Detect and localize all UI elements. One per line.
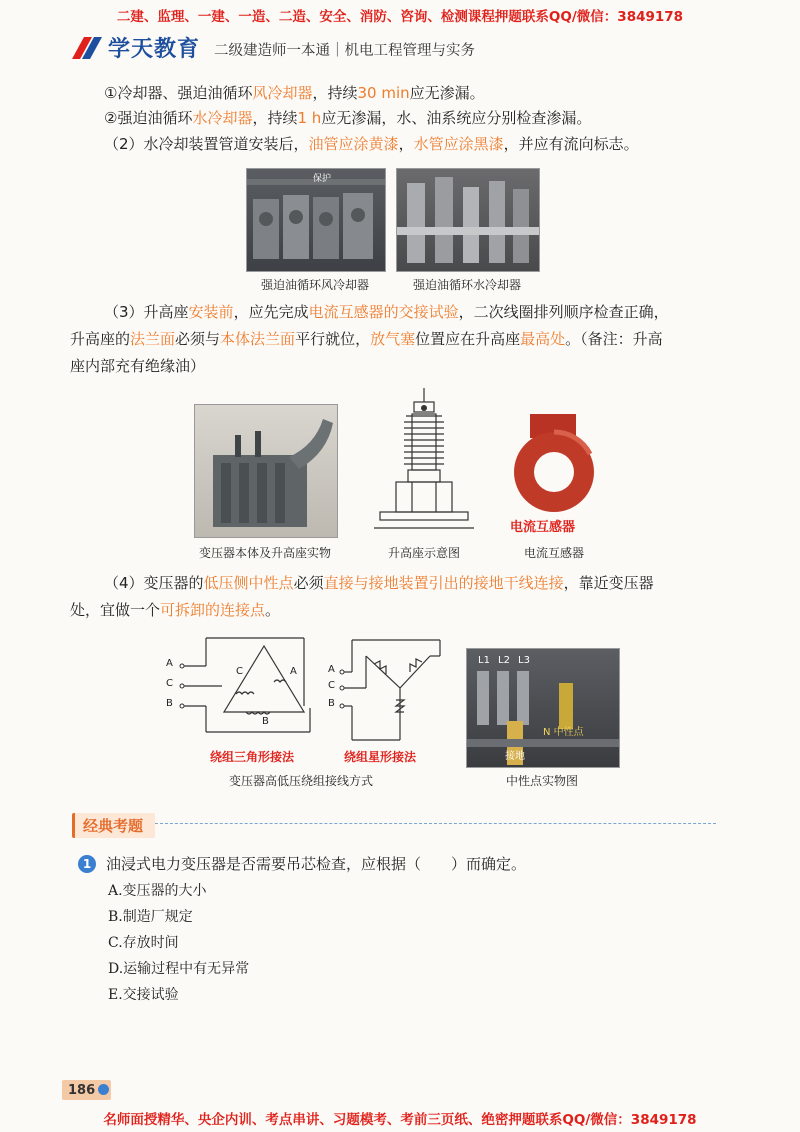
question-text: 油浸式电力变压器是否需要吊芯检查，应根据（ ）而确定。 — [106, 855, 527, 873]
delta-label-a: A — [290, 666, 297, 677]
ct-photo-label: 电流互感器 — [510, 520, 576, 535]
star-input-c: C — [328, 680, 335, 691]
delta-title: 绕组三角形接法 — [210, 750, 295, 764]
option-c[interactable]: C.存放时间 — [108, 935, 179, 951]
bottom-banner: 名师面授精华、央企内训、考点串讲、习题模考、考前三页纸、绝密押题联系QQ/微信：3849178 — [103, 1112, 697, 1128]
paragraph-4: （4）变压器的低压侧中性点必须直接与接地装置引出的接地干线连接，靠近变压器 处，宜做一个可拆卸的连接点。 — [70, 574, 654, 619]
page-arrow-icon — [98, 1084, 109, 1095]
star-input-a: A — [328, 664, 335, 675]
air-cooler-photo — [246, 168, 386, 272]
page-number-tab — [62, 1080, 111, 1100]
brand-logo — [70, 32, 200, 62]
caption-neutral: 中性点实物图 — [505, 774, 578, 788]
section-title: 经典考题 — [72, 813, 155, 838]
label-l3: L3 — [518, 655, 530, 666]
paragraph-3: （3）升高座安装前，应先完成电流互感器的交接试验，二次线圈排列顺序检查正确， 升高座的法兰面必须与本体法兰面平行就位，放气塞位置应在升高座最高处。（备注：升高 座内部充有绝缘油） — [70, 303, 669, 375]
option-b[interactable]: B.制造厂规定 — [108, 909, 193, 925]
logo-icon — [70, 33, 104, 61]
delta-winding-diagram — [164, 632, 324, 746]
star-input-b: B — [328, 698, 335, 709]
delta-input-b: B — [166, 698, 173, 709]
caption-rising-seat: 升高座示意图 — [387, 546, 460, 560]
caption-water-cooler: 强迫油循环水冷却器 — [412, 278, 521, 292]
section-divider — [150, 823, 716, 824]
label-ground: 接地 — [505, 751, 525, 762]
delta-label-b: B — [262, 716, 269, 727]
delta-input-c: C — [166, 678, 173, 689]
rising-seat-diagram — [374, 386, 474, 538]
label-l2: L2 — [498, 655, 510, 666]
text-line-3: （2）水冷却装置管道安装后，油管应涂黄漆，水管应涂黑漆，并应有流向标志。 — [104, 135, 639, 153]
option-a[interactable]: A.变压器的大小 — [108, 883, 207, 899]
top-banner: 二建、监理、一建、一造、二造、安全、消防、咨询、检测课程押题联系QQ/微信：3849178 — [116, 9, 684, 25]
star-winding-diagram — [326, 632, 446, 746]
caption-wiring: 变压器高低压绕组接线方式 — [228, 774, 373, 788]
question-number-badge: 1 — [78, 855, 96, 873]
current-transformer-photo — [506, 410, 602, 534]
neutral-point-photo — [466, 648, 620, 768]
option-e[interactable]: E.交接试验 — [108, 987, 179, 1003]
label-l1: L1 — [478, 655, 490, 666]
delta-label-c: C — [236, 666, 243, 677]
water-cooler-photo — [396, 168, 540, 272]
option-d[interactable]: D.运输过程中有无异常 — [108, 961, 250, 977]
transformer-body-photo — [194, 404, 338, 538]
label-neutral: N 中性点 — [543, 727, 584, 738]
caption-air-cooler: 强迫油循环风冷却器 — [260, 278, 369, 292]
protect-label: 保护 — [313, 174, 332, 184]
caption-ct: 电流互感器 — [523, 546, 584, 560]
text-line-1: ①冷却器、强迫油循环风冷却器，持续30 min应无渗漏。 — [104, 84, 485, 102]
caption-transformer-body: 变压器本体及升高座实物 — [198, 546, 331, 560]
page-number: 186 — [68, 1082, 96, 1098]
star-title: 绕组星形接法 — [344, 750, 417, 764]
delta-input-a: A — [166, 658, 173, 669]
text-line-2: ②强迫油循环水冷却器，持续1 h应无渗漏，水、油系统应分别检查渗漏。 — [104, 109, 592, 127]
logo-text: 学天教育 — [108, 36, 201, 62]
book-title: 二级建造师一本通｜机电工程管理与实务 — [214, 43, 475, 59]
